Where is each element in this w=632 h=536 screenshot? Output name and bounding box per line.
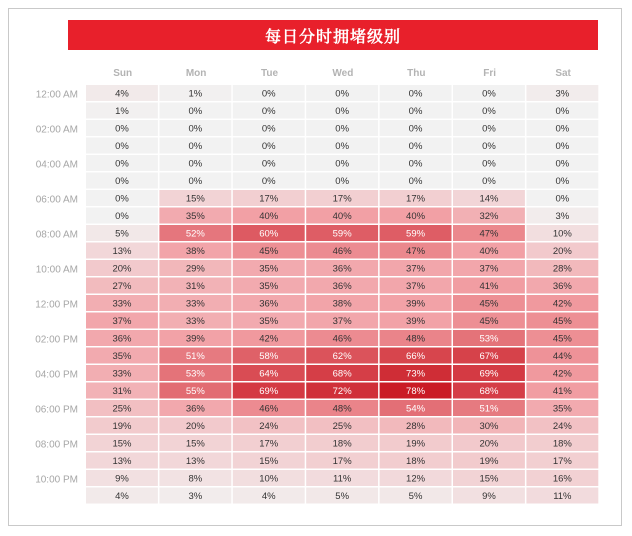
- cell-value-label: 33%: [112, 368, 132, 380]
- cell-value-label: 0%: [261, 176, 276, 187]
- cell-value-label: 37%: [112, 316, 132, 327]
- column-header-mon: Mon: [185, 68, 207, 79]
- cell-value-label: 44%: [552, 351, 572, 362]
- cell-value-label: 38%: [185, 246, 205, 257]
- row-label: 04:00 AM: [35, 159, 78, 171]
- cell-value-label: 0%: [555, 123, 570, 135]
- column-header-fri: Fri: [483, 68, 497, 79]
- column-header-thu: Thu: [407, 68, 426, 79]
- cell-value-label: 33%: [185, 298, 205, 310]
- cell-value-label: 36%: [552, 281, 572, 292]
- cell-value-label: 17%: [259, 438, 279, 450]
- cell-value-label: 36%: [112, 333, 132, 345]
- cell-value-label: 25%: [112, 403, 132, 415]
- cell-value-label: 35%: [112, 351, 132, 362]
- cell-value-label: 46%: [332, 333, 352, 345]
- cell-value-label: 53%: [479, 333, 499, 345]
- cell-value-label: 29%: [185, 263, 205, 275]
- cell-value-label: 0%: [335, 88, 350, 100]
- cell-value-label: 0%: [188, 123, 203, 135]
- cell-value-label: 0%: [555, 176, 570, 187]
- cell-value-label: 17%: [332, 456, 352, 467]
- cell-value-label: 15%: [259, 456, 279, 467]
- cell-value-label: 40%: [479, 246, 499, 257]
- cell-value-label: 37%: [406, 263, 426, 275]
- cell-value-label: 45%: [479, 298, 499, 310]
- row-label: 06:00 AM: [35, 194, 78, 206]
- cell-value-label: 62%: [332, 351, 352, 362]
- cell-value-label: 33%: [185, 316, 205, 327]
- cell-value-label: 32%: [479, 211, 499, 222]
- row-label: 12:00 PM: [35, 299, 78, 311]
- cell-value-label: 45%: [479, 316, 499, 327]
- cell-value-label: 40%: [259, 211, 279, 222]
- cell-value-label: 0%: [335, 158, 350, 170]
- cell-value-label: 35%: [259, 316, 279, 327]
- cell-value-label: 45%: [552, 316, 572, 327]
- cell-value-label: 20%: [552, 246, 572, 257]
- cell-value-label: 37%: [479, 263, 499, 275]
- cell-value-label: 12%: [406, 473, 426, 485]
- cell-value-label: 39%: [406, 298, 426, 310]
- cell-value-label: 0%: [115, 141, 129, 152]
- column-header-tue: Tue: [260, 68, 279, 79]
- cell-value-label: 31%: [185, 281, 205, 292]
- cell-value-label: 35%: [259, 281, 279, 292]
- cell-value-label: 0%: [115, 123, 129, 135]
- cell-value-label: 0%: [188, 141, 203, 152]
- cell-value-label: 13%: [112, 456, 132, 467]
- cell-value-label: 4%: [115, 491, 129, 502]
- cell-value-label: 0%: [335, 106, 350, 117]
- cell-value-label: 46%: [259, 403, 279, 415]
- row-label: 08:00 PM: [35, 439, 78, 451]
- cell-value-label: 0%: [555, 141, 570, 152]
- cell-value-label: 0%: [261, 88, 276, 100]
- cell-value-label: 27%: [112, 281, 132, 292]
- cell-value-label: 14%: [479, 193, 499, 205]
- cell-value-label: 68%: [332, 368, 352, 380]
- cell-value-label: 0%: [115, 176, 129, 187]
- cell-value-label: 42%: [552, 298, 572, 310]
- cell-value-label: 37%: [406, 281, 426, 292]
- cell-value-label: 3%: [555, 88, 570, 100]
- cell-value-label: 25%: [332, 421, 352, 432]
- cell-value-label: 28%: [552, 263, 572, 275]
- row-label: 06:00 PM: [35, 404, 78, 416]
- cell-value-label: 18%: [552, 438, 572, 450]
- cell-value-label: 31%: [112, 386, 132, 397]
- cell-value-label: 4%: [115, 88, 129, 100]
- cell-value-label: 18%: [406, 456, 426, 467]
- cell-value-label: 1%: [115, 106, 129, 117]
- cell-value-label: 19%: [112, 421, 132, 432]
- cell-value-label: 0%: [261, 141, 276, 152]
- cell-value-label: 72%: [332, 386, 352, 397]
- cell-value-label: 39%: [185, 333, 205, 345]
- row-label: 02:00 AM: [35, 124, 78, 136]
- cell-value-label: 3%: [555, 211, 570, 222]
- column-header-sat: Sat: [555, 68, 571, 79]
- cell-value-label: 19%: [406, 438, 426, 450]
- cell-value-label: 11%: [553, 491, 572, 502]
- row-label: 10:00 PM: [35, 474, 78, 486]
- cell-value-label: 10%: [552, 228, 572, 240]
- cell-value-label: 55%: [185, 386, 205, 397]
- cell-value-label: 0%: [482, 141, 496, 152]
- cell-value-label: 69%: [479, 368, 499, 380]
- cell-value-label: 30%: [479, 421, 499, 432]
- cell-value-label: 17%: [259, 193, 279, 205]
- cell-value-label: 40%: [406, 211, 426, 222]
- cell-value-label: 11%: [332, 473, 352, 485]
- cell-value-label: 20%: [479, 438, 499, 450]
- cell-value-label: 40%: [332, 211, 352, 222]
- cell-value-label: 0%: [482, 106, 496, 117]
- cell-value-label: 1%: [188, 88, 203, 100]
- cell-value-label: 35%: [185, 211, 205, 222]
- cell-value-label: 16%: [552, 473, 572, 485]
- cell-value-label: 0%: [115, 211, 129, 222]
- cell-value-label: 66%: [406, 351, 426, 362]
- cell-value-label: 58%: [259, 351, 279, 362]
- cell-value-label: 59%: [332, 228, 352, 240]
- cell-value-label: 15%: [185, 193, 205, 205]
- cell-value-label: 0%: [482, 158, 496, 170]
- column-header-wed: Wed: [332, 68, 354, 79]
- cell-value-label: 0%: [408, 158, 423, 170]
- cell-value-label: 0%: [335, 141, 350, 152]
- column-header-sun: Sun: [113, 68, 133, 79]
- cell-value-label: 24%: [552, 421, 572, 432]
- cell-value-label: 48%: [406, 333, 426, 345]
- cell-value-label: 24%: [259, 421, 279, 432]
- cell-value-label: 5%: [335, 491, 350, 502]
- cell-value-label: 0%: [408, 141, 423, 152]
- cell-value-label: 33%: [112, 298, 132, 310]
- cell-value-label: 41%: [479, 281, 499, 292]
- cell-value-label: 0%: [555, 158, 570, 170]
- cell-value-label: 0%: [335, 176, 350, 187]
- cell-value-label: 0%: [115, 193, 129, 205]
- cell-value-label: 35%: [552, 403, 572, 415]
- cell-value-label: 38%: [332, 298, 352, 310]
- cell-value-label: 9%: [482, 491, 496, 502]
- cell-value-label: 15%: [479, 473, 499, 485]
- cell-value-label: 0%: [408, 88, 423, 100]
- cell-value-label: 47%: [406, 246, 426, 257]
- cell-value-label: 10%: [259, 473, 279, 485]
- cell-value-label: 69%: [259, 386, 279, 397]
- cell-value-label: 53%: [185, 368, 205, 380]
- cell-value-label: 45%: [259, 246, 279, 257]
- cell-value-label: 36%: [332, 263, 352, 275]
- cell-value-label: 17%: [406, 193, 426, 205]
- cell-value-label: 13%: [112, 246, 132, 257]
- cell-value-label: 78%: [406, 386, 426, 397]
- cell-value-label: 20%: [185, 421, 205, 432]
- cell-value-label: 15%: [185, 438, 205, 450]
- cell-value-label: 0%: [335, 123, 350, 135]
- cell-value-label: 20%: [112, 263, 132, 275]
- cell-value-label: 0%: [482, 88, 496, 100]
- row-label: 10:00 AM: [35, 264, 78, 276]
- cell-value-label: 0%: [408, 123, 423, 135]
- cell-value-label: 41%: [552, 386, 572, 397]
- cell-value-label: 0%: [115, 158, 129, 170]
- cell-value-label: 36%: [185, 403, 205, 415]
- chart-title: 每日分时拥堵级别: [68, 20, 598, 50]
- cell-value-label: 46%: [332, 246, 352, 257]
- cell-value-label: 51%: [185, 351, 205, 362]
- cell-value-label: 64%: [259, 368, 279, 380]
- cell-value-label: 4%: [261, 491, 276, 502]
- cell-value-label: 42%: [552, 368, 572, 380]
- cell-value-label: 73%: [406, 368, 426, 380]
- cell-value-label: 0%: [261, 106, 276, 117]
- cell-value-label: 13%: [185, 456, 205, 467]
- row-label: 04:00 PM: [35, 369, 78, 381]
- cell-value-label: 59%: [406, 228, 426, 240]
- cell-value-label: 0%: [188, 176, 203, 187]
- cell-value-label: 36%: [332, 281, 352, 292]
- cell-value-label: 60%: [259, 228, 279, 240]
- cell-value-label: 36%: [259, 298, 279, 310]
- cell-value-label: 45%: [552, 333, 572, 345]
- row-label: 12:00 AM: [35, 89, 78, 101]
- cell-value-label: 0%: [555, 106, 570, 117]
- cell-value-label: 47%: [479, 228, 499, 240]
- cell-value-label: 68%: [479, 386, 499, 397]
- row-label: 08:00 AM: [35, 229, 78, 241]
- cell-value-label: 8%: [188, 473, 203, 485]
- cell-value-label: 0%: [482, 176, 496, 187]
- cell-value-label: 0%: [188, 158, 203, 170]
- cell-value-label: 0%: [261, 158, 276, 170]
- cell-value-label: 54%: [406, 403, 426, 415]
- cell-value-label: 15%: [112, 438, 132, 450]
- cell-value-label: 9%: [115, 473, 129, 485]
- cell-value-label: 19%: [479, 456, 499, 467]
- cell-value-label: 52%: [185, 228, 205, 240]
- cell-value-label: 5%: [408, 491, 423, 502]
- cell-value-label: 17%: [552, 456, 572, 467]
- cell-value-label: 37%: [332, 316, 352, 327]
- cell-value-label: 5%: [115, 228, 129, 240]
- cell-value-label: 0%: [408, 106, 423, 117]
- cell-value-label: 51%: [479, 403, 499, 415]
- cell-value-label: 42%: [259, 333, 279, 345]
- cell-value-label: 3%: [188, 491, 203, 502]
- cell-value-label: 17%: [332, 193, 352, 205]
- cell-value-label: 0%: [482, 123, 496, 135]
- cell-value-label: 18%: [332, 438, 352, 450]
- cell-value-label: 0%: [555, 193, 570, 205]
- cell-value-label: 35%: [259, 263, 279, 275]
- cell-value-label: 0%: [261, 123, 276, 135]
- cell-value-label: 67%: [479, 351, 499, 362]
- cell-value-label: 0%: [188, 106, 203, 117]
- cell-value-label: 48%: [332, 403, 352, 415]
- row-label: 02:00 PM: [35, 334, 78, 346]
- cell-value-label: 28%: [406, 421, 426, 432]
- cell-value-label: 0%: [408, 176, 423, 187]
- cell-value-label: 39%: [406, 316, 426, 327]
